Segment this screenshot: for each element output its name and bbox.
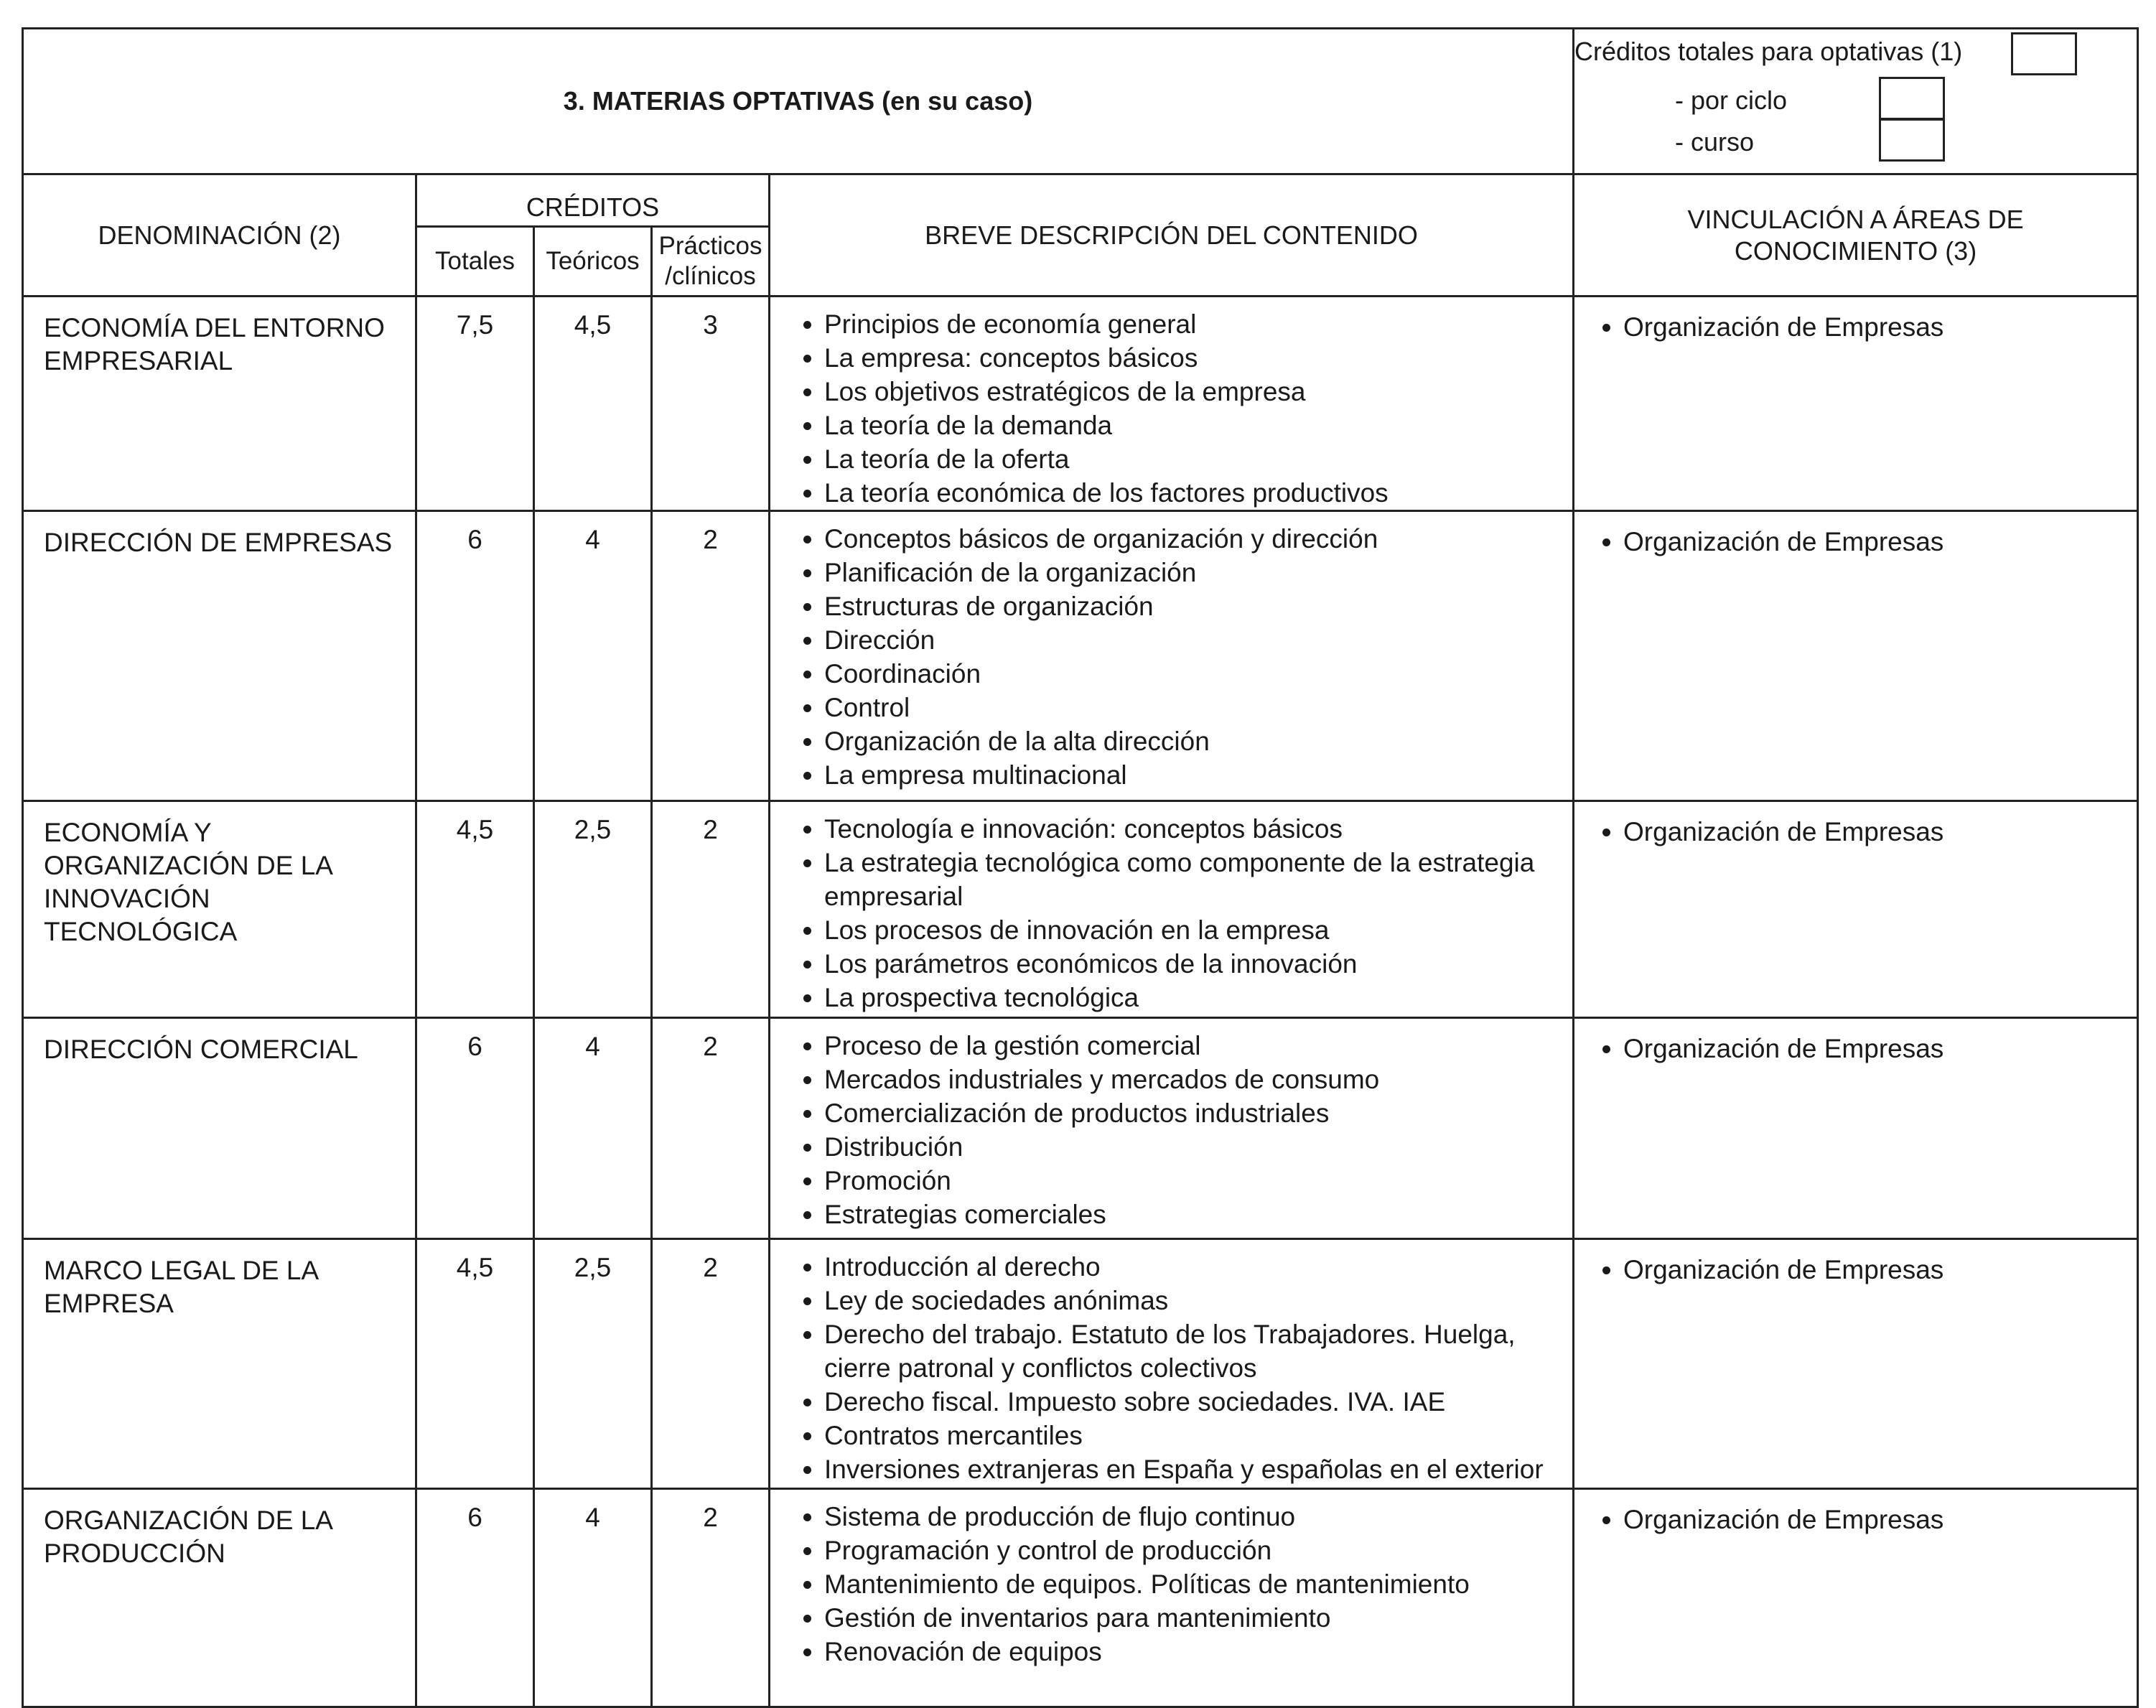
credits-totales: 4,5 [416,1239,534,1489]
practicos-header [652,227,770,297]
section-title: 3. MATERIAS OPTATIVAS (en su caso) [23,29,1574,174]
content-item: • Los objetivos estratégicos de la empresa [824,375,1567,409]
subject-row [23,297,2138,511]
credits-practicos: 2 [652,801,770,1018]
area-list [1574,512,2137,559]
content-item: • Coordinación [824,657,1567,691]
credits-practicos: 3 [652,297,770,511]
content-item: • Conceptos básicos de organización y dirección [824,522,1567,556]
content-item: • La empresa: conceptos básicos [824,341,1567,375]
subject-row [23,1239,2138,1489]
subjects-body [23,297,2138,1707]
content-description [770,297,1574,511]
area-list [1574,297,2137,344]
credits-practicos: 2 [652,1018,770,1239]
content-item: • Inversiones extranjeras en España y españolas en el exterior [824,1452,1567,1486]
knowledge-area [1574,511,2138,801]
content-item: • Tecnología e innovación: conceptos básicos [824,812,1567,846]
content-item: • Organización de la alta dirección [824,724,1567,758]
area-item: • Organización de Empresas [1623,1253,2131,1287]
credits-practicos: 2 [652,511,770,801]
credits-teoricos: 2,5 [534,801,652,1018]
content-item: • Introducción al derecho [824,1250,1567,1284]
content-item: • Programación y control de producción [824,1534,1567,1567]
subject-name: ORGANIZACIÓN DE LA PRODUCCIÓN [23,1489,416,1707]
content-item: • Estructuras de organización [824,589,1567,623]
course-label: - curso [1675,127,1755,157]
content-item: • La empresa multinacional [824,758,1567,792]
area-item: • Organización de Empresas [1623,815,2131,849]
vinculacion-header-line1: VINCULACIÓN A ÁREAS DE [1687,204,2024,234]
title-row [23,29,2138,174]
content-description [770,511,1574,801]
content-item: • Los parámetros económicos de la innovación [824,947,1567,981]
area-item: • Organización de Empresas [1623,1503,2131,1536]
subject-row [23,1489,2138,1707]
totales-header: Totales [416,227,534,297]
content-item: • Distribución [824,1130,1567,1164]
knowledge-area [1574,1489,2138,1707]
credits-teoricos: 4,5 [534,297,652,511]
per-cycle-label: - por ciclo [1675,85,1788,115]
practicos-header-line2: /clínicos [665,262,756,290]
vinculacion-header-line2: CONOCIMIENTO (3) [1734,235,1977,266]
credits-teoricos: 4 [534,1489,652,1707]
content-list [770,1490,1572,1669]
content-list [770,512,1572,792]
knowledge-area [1574,297,2138,511]
area-list [1574,1490,2137,1536]
content-item: • Control [824,691,1567,724]
area-list [1574,802,2137,849]
content-item: • Principios de economía general [824,307,1567,341]
area-item: • Organización de Empresas [1623,1032,2131,1065]
credits-practicos: 2 [652,1489,770,1707]
content-item: • Sistema de producción de flujo continuo [824,1500,1567,1534]
credits-practicos: 2 [652,1239,770,1489]
subject-row [23,511,2138,801]
vinculacion-header [1574,174,2138,297]
course-box[interactable] [1879,118,1945,162]
content-description [770,1489,1574,1707]
area-list [1574,1240,2137,1287]
content-description [770,801,1574,1018]
credits-totales: 4,5 [416,801,534,1018]
content-list [770,802,1572,1014]
content-item: • Gestión de inventarios para mantenimiento [824,1601,1567,1635]
content-item: • La teoría de la oferta [824,442,1567,476]
credits-teoricos: 4 [534,1018,652,1239]
credits-totales: 7,5 [416,297,534,511]
content-list [770,1240,1572,1486]
subject-name: DIRECCIÓN DE EMPRESAS [23,511,416,801]
subject-name: ECONOMÍA Y ORGANIZACIÓN DE LA INNOVACIÓN TECNOLÓGICA [23,801,416,1018]
creditos-header: CRÉDITOS [416,174,770,227]
teoricos-header: Teóricos [534,227,652,297]
credits-teoricos: 2,5 [534,1239,652,1489]
content-item: • Renovación de equipos [824,1635,1567,1669]
content-item: • Ley de sociedades anónimas [824,1284,1567,1317]
credits-totales: 6 [416,511,534,801]
practicos-header-line1: Prácticos [658,232,762,260]
subject-row [23,1018,2138,1239]
area-item: • Organización de Empresas [1623,525,2131,559]
credits-teoricos: 4 [534,511,652,801]
content-item: • Mantenimiento de equipos. Políticas de mantenimiento [824,1567,1567,1601]
knowledge-area [1574,1018,2138,1239]
content-description [770,1018,1574,1239]
knowledge-area [1574,1239,2138,1489]
subject-name: DIRECCIÓN COMERCIAL [23,1018,416,1239]
content-item: • Derecho fiscal. Impuesto sobre sociedades. IVA. IAE [824,1385,1567,1419]
content-item: • Promoción [824,1164,1567,1198]
knowledge-area [1574,801,2138,1018]
area-item: • Organización de Empresas [1623,310,2131,344]
content-item: • Mercados industriales y mercados de consumo [824,1063,1567,1096]
content-item: • Los procesos de innovación en la empresa [824,913,1567,947]
subject-row [23,801,2138,1018]
subject-name: MARCO LEGAL DE LA EMPRESA [23,1239,416,1489]
content-item: • Dirección [824,623,1567,657]
content-item: • La estrategia tecnológica como componente de la estrategia empresarial [824,846,1567,913]
content-item: • Planificación de la organización [824,556,1567,589]
content-item: • Estrategias comerciales [824,1198,1567,1231]
content-item: • Derecho del trabajo. Estatuto de los Trabajadores. Huelga, cierre patronal y conflictos colectivos [824,1317,1567,1385]
denominacion-header: DENOMINACIÓN (2) [23,174,416,297]
optativas-table [22,27,2139,1708]
optativas-document [22,27,2137,1708]
column-header-row-1 [23,174,2138,227]
credits-totales: 6 [416,1018,534,1239]
content-item: • Contratos mercantiles [824,1419,1567,1452]
credits-totales: 6 [416,1489,534,1707]
content-item: • Proceso de la gestión comercial [824,1029,1567,1063]
content-list [770,297,1572,510]
content-item: • Comercialización de productos industriales [824,1096,1567,1130]
content-item: • La teoría de la demanda [824,409,1567,442]
content-list [770,1019,1572,1231]
area-list [1574,1019,2137,1065]
content-item: • La prospectiva tecnológica [824,981,1567,1014]
descripcion-header: BREVE DESCRIPCIÓN DEL CONTENIDO [770,174,1574,297]
per-cycle-box[interactable] [1879,77,1945,120]
subject-name: ECONOMÍA DEL ENTORNO EMPRESARIAL [23,297,416,511]
credits-total-label: Créditos totales para optativas (1) [1574,37,1963,66]
credits-summary [1574,29,2138,174]
credits-total-box[interactable] [2011,32,2077,75]
content-item: • La teoría económica de los factores productivos [824,476,1567,510]
content-description [770,1239,1574,1489]
